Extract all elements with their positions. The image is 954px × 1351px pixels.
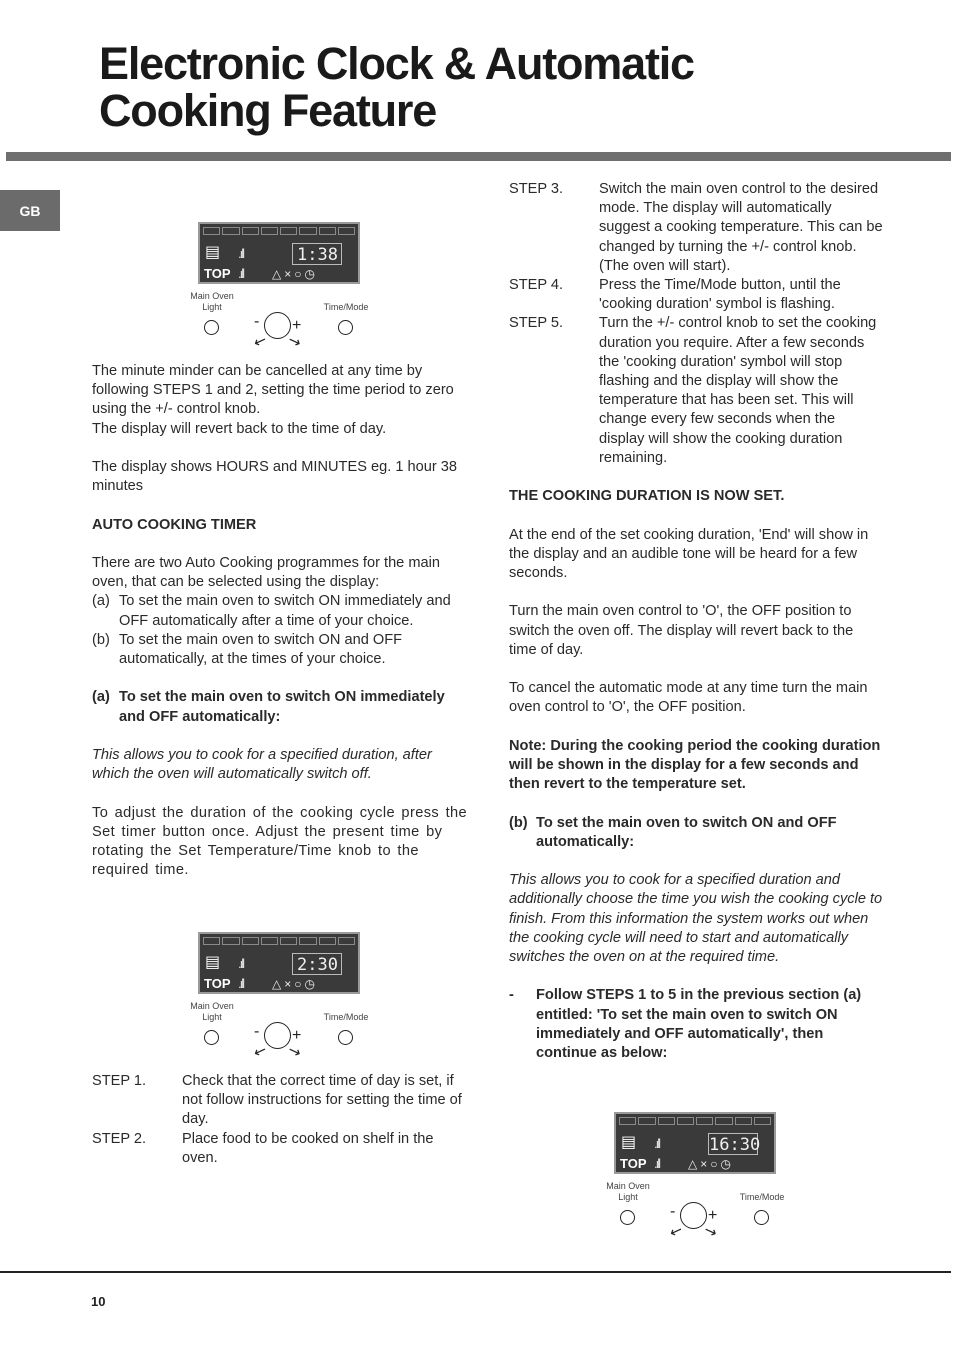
paragraph: Turn the main oven control to 'O', the OFF position to switch the oven off. The display will revert back to the time of day. — [509, 603, 854, 658]
clock-readout: 1:38 — [292, 243, 342, 265]
main-oven-light-button — [620, 1210, 635, 1225]
display-panel — [614, 1112, 776, 1174]
footer-divider — [0, 1271, 951, 1273]
signal-icon: .ıll — [238, 956, 243, 971]
left-steps — [92, 1072, 472, 1168]
oven-icon: ▤ — [205, 954, 221, 971]
signal-icon: .ıll — [654, 1156, 659, 1171]
main-oven-light-label: Main Oven Light — [606, 1181, 650, 1202]
plus-icon: + — [292, 1027, 302, 1044]
title-divider — [6, 152, 951, 161]
section-heading: THE COOKING DURATION IS NOW SET. — [509, 488, 785, 505]
plus-icon: + — [708, 1207, 718, 1224]
step-item: STEP 5. Turn the +/- control knob to set the cooking duration you require. After a few seconds the 'cooking duration' symbol will stop flashing and the display will show the temperature that has been set. This will change every few seconds when the display will show the cooking duration remaining. — [509, 315, 877, 466]
oven-icon: ▤ — [621, 1134, 637, 1151]
main-oven-light-button — [204, 1030, 219, 1045]
bell-icon: △×○◷ — [272, 267, 318, 281]
paragraph: At the end of the set cooking duration, 'End' will show in the display and an audible tone will be heard for a few seconds. — [509, 526, 869, 582]
page-number: 10 — [91, 1294, 106, 1309]
main-oven-light-label: Main Oven Light — [190, 1001, 234, 1022]
time-mode-button — [338, 1030, 353, 1045]
clock-readout: 2:30 — [292, 953, 342, 975]
top-label: TOP — [204, 976, 231, 991]
time-mode-button — [754, 1210, 769, 1225]
title-line-1: Electronic Clock & Automatic — [99, 38, 694, 89]
bell-icon: △×○◷ — [272, 977, 318, 991]
right-column — [509, 180, 884, 1063]
time-mode-button — [338, 320, 353, 335]
signal-icon: .ıll — [654, 1136, 659, 1151]
list-item: (a) To set the main oven to switch ON immediately and OFF automatically after a time of your choice. — [92, 593, 451, 629]
clock-readout: 16:30 — [709, 1135, 761, 1155]
paragraph: To adjust the duration of the cooking cycle press the Set timer button once. Adjust the present time by rotating the Set Temperature/Time knob to the required time. — [92, 804, 468, 879]
step-item: STEP 1. Check that the correct time of day is set, if not follow instructions for setting the time of day. — [92, 1073, 462, 1128]
time-mode-label: Time/Mode — [739, 1192, 785, 1202]
arrow-icon: ↘ — [701, 1221, 720, 1242]
note-paragraph: Note: During the cooking period the cooking duration will be shown in the display for a few seconds and then revert to the temperature set. — [509, 737, 881, 793]
time-mode-label: Time/Mode — [323, 302, 369, 312]
minus-icon: - — [254, 313, 260, 330]
instruction-item: - Follow STEPS 1 to 5 in the previous section (a) entitled: 'To set the main oven to switch ON immediately and OFF automatically', then continue as below: — [509, 987, 862, 1062]
display-figure-1 — [188, 222, 388, 352]
list-item: (b) To set the main oven to switch ON and OFF automatically, at the times of your choice. — [92, 631, 403, 667]
main-oven-light-button — [204, 320, 219, 335]
top-label: TOP — [204, 266, 231, 281]
page-title — [99, 40, 899, 134]
paragraph: The display will revert back to the time of day. — [92, 420, 387, 437]
display-panel — [198, 932, 360, 994]
paragraph: This allows you to cook for a specified duration and additionally choose the time you wish the cooking cycle to finish. From this information the system works out when the cooking cycle will need to start and automatically switches the oven on at the required time. — [509, 872, 883, 966]
left-column — [92, 362, 472, 880]
minus-icon: - — [670, 1203, 676, 1220]
paragraph: This allows you to cook for a specified duration, after which the oven will automatically switch off. — [92, 746, 432, 783]
arrow-icon: ↘ — [285, 331, 304, 352]
main-oven-light-label: Main Oven Light — [190, 291, 234, 312]
display-panel — [198, 222, 360, 284]
arrow-icon: ↙ — [667, 1221, 685, 1242]
title-line-2: Cooking Feature — [99, 85, 437, 136]
display-figure-3 — [604, 1112, 804, 1242]
paragraph: There are two Auto Cooking programmes for the main oven, that can be selected using the display: — [92, 554, 440, 591]
time-mode-label: Time/Mode — [323, 1012, 369, 1022]
paragraph: The minute minder can be cancelled at any time by following STEPS 1 and 2, setting the time period to zero using the +/- control knob. — [92, 363, 454, 418]
step-item: STEP 4. Press the Time/Mode button, until the 'cooking duration' symbol is flashing. — [509, 277, 841, 313]
signal-icon: .ıll — [238, 266, 243, 281]
section-heading: AUTO COOKING TIMER — [92, 516, 257, 533]
top-label: TOP — [620, 1156, 647, 1171]
minus-icon: - — [254, 1023, 260, 1040]
step-item: STEP 3. Switch the main oven control to the desired mode. The display will automatically suggest a cooking temperature. This can be changed by turning the +/- control knob. (The oven will start). — [509, 181, 883, 274]
oven-icon: ▤ — [205, 244, 221, 261]
paragraph: The display shows HOURS and MINUTES eg. 1 hour 38 minutes — [92, 459, 458, 495]
bell-icon: △×○◷ — [688, 1157, 734, 1171]
subsection-heading: (b) To set the main oven to switch ON and OFF automatically: — [509, 814, 837, 850]
signal-icon: .ıll — [238, 976, 243, 991]
arrow-icon: ↘ — [285, 1041, 304, 1062]
step-item: STEP 2. Place food to be cooked on shelf in the oven. — [92, 1130, 434, 1166]
paragraph: To cancel the automatic mode at any time turn the main oven control to 'O', the OFF position. — [509, 680, 868, 716]
subsection-heading: (a) To set the main oven to switch ON immediately and OFF automatically: — [92, 689, 445, 725]
arrow-icon: ↙ — [251, 331, 269, 352]
signal-icon: .ıll — [238, 246, 243, 261]
arrow-icon: ↙ — [251, 1041, 269, 1062]
language-tab: GB — [0, 190, 60, 231]
plus-icon: + — [292, 317, 302, 334]
display-figure-2 — [188, 932, 388, 1062]
